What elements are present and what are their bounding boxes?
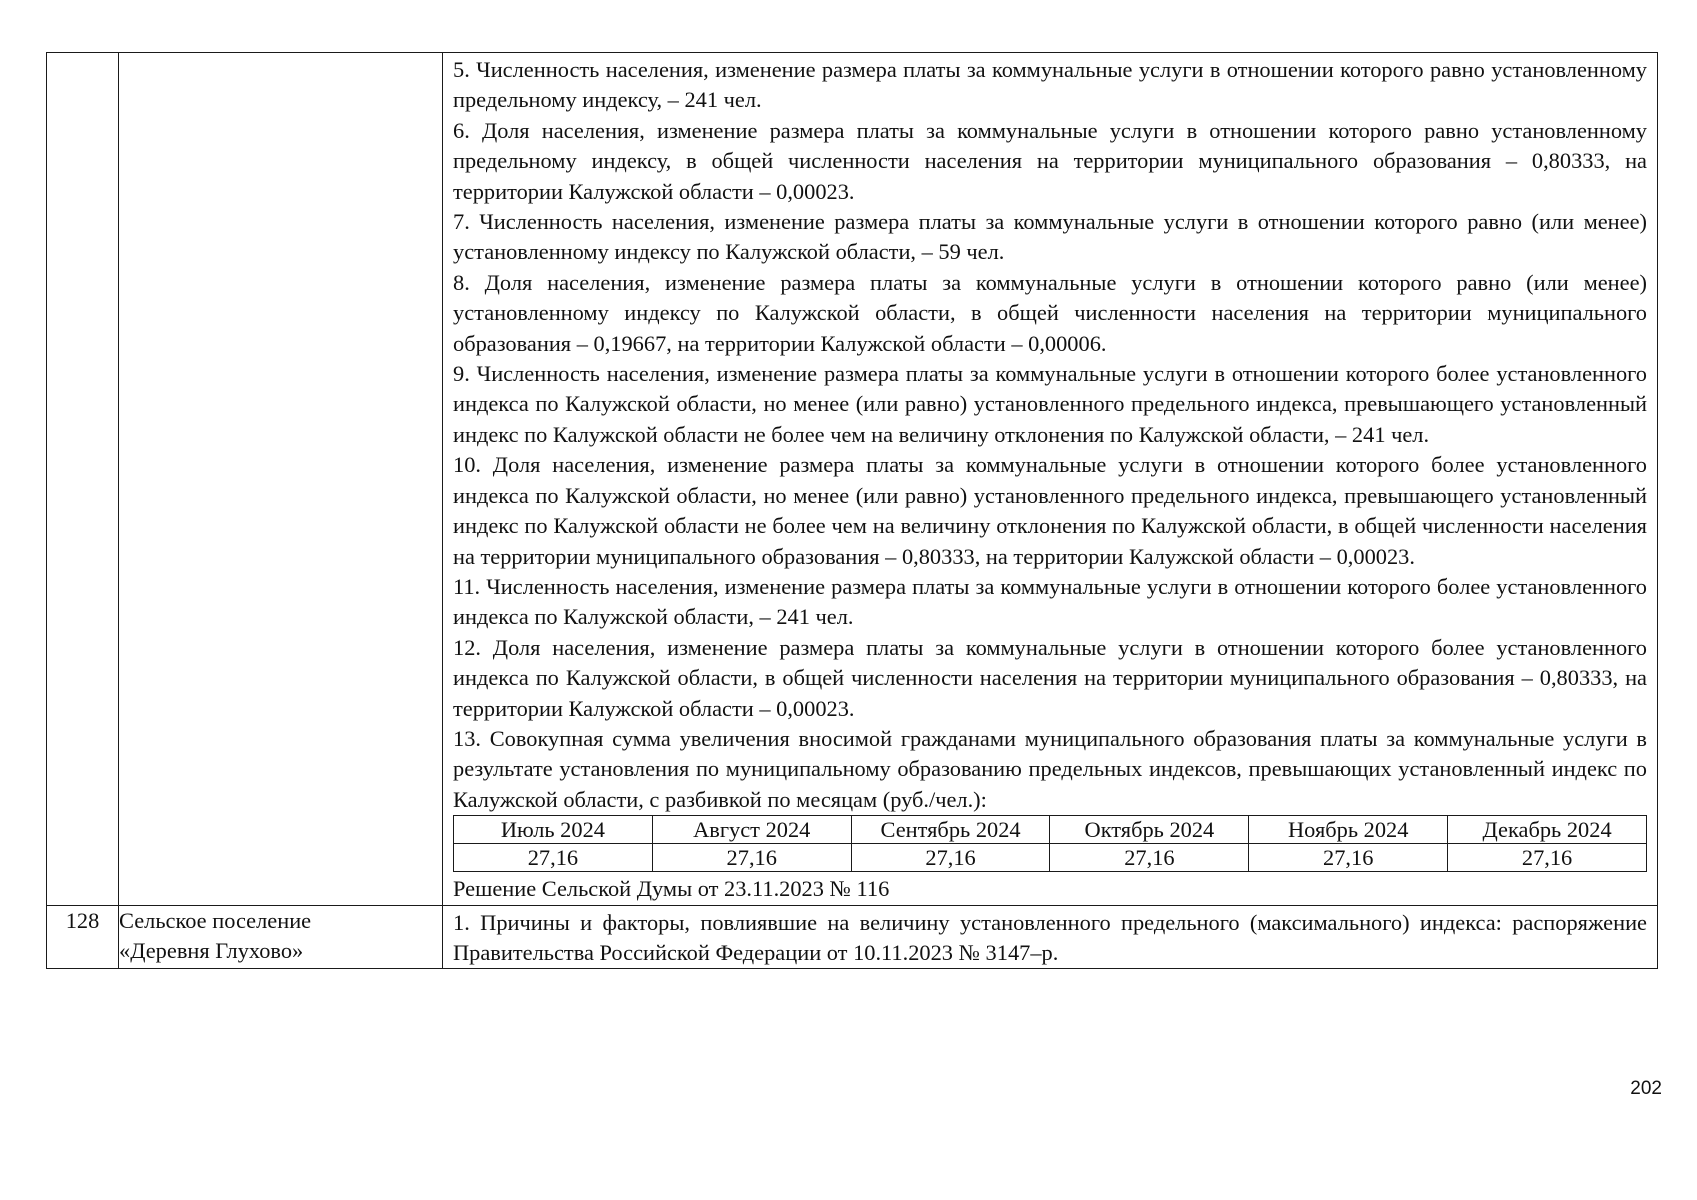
month-header: Декабрь 2024 bbox=[1448, 816, 1647, 844]
duma-decision: Решение Сельской Думы от 23.11.2023 № 116 bbox=[453, 876, 890, 902]
description-cell-128 bbox=[443, 905, 1658, 969]
item-7: 7. Численность населения, изменение размера платы за коммунальные услуги в отношении которого равно (или менее) установленному индексу по Калужской области, – 59 чел. bbox=[453, 209, 1647, 265]
item-8: 8. Доля населения, изменение размера платы за коммунальные услуги в отношении которого равно (или менее) установленному индексу по Калужской области, в общей численности населения на территории муниципального образования – 0,19667, на территории Калужской области – 0,00006. bbox=[453, 269, 1647, 356]
month-value: 27,16 bbox=[851, 844, 1050, 872]
description-cell bbox=[443, 53, 1658, 906]
months-header-row bbox=[454, 816, 1647, 844]
month-header: Сентябрь 2024 bbox=[851, 816, 1050, 844]
indices-table bbox=[46, 52, 1658, 969]
row-number: 128 bbox=[47, 905, 119, 969]
item-10: 10. Доля населения, изменение размера платы за коммунальные услуги в отношении которого более установленного индекса по Калужской области, но менее (или равно) установленного предельного индекса, превышающего установленный индекс по Калужской области не более чем на величину отклонения по Калужской области, в общей численности населения на территории муниципального образования – 0,80333, на территории Калужской области – 0,00023. bbox=[453, 452, 1647, 569]
item-1: 1. Причины и факторы, повлиявшие на величину установленного предельного (максимального) индекса: распоряжение Правительства Российской Федерации от 10.11.2023 № 3147–р. bbox=[453, 909, 1647, 965]
months-values-row bbox=[454, 844, 1647, 872]
item-9: 9. Численность населения, изменение размера платы за коммунальные услуги в отношении которого более установленного индекса по Калужской области, но менее (или равно) установленного предельного индекса, превышающего установленный индекс по Калужской области не более чем на величину отклонения по Калужской области, – 241 чел. bbox=[453, 361, 1647, 447]
month-value: 27,16 bbox=[1448, 844, 1647, 872]
page-number: 202 bbox=[1630, 1078, 1662, 1099]
month-value: 27,16 bbox=[1249, 844, 1448, 872]
table-row-128 bbox=[47, 905, 1658, 969]
table-row-continuation bbox=[47, 53, 1658, 906]
month-value: 27,16 bbox=[1050, 844, 1249, 872]
month-header: Июль 2024 bbox=[454, 816, 653, 844]
settlement-name-line-1: Сельское поселение bbox=[119, 907, 312, 933]
month-value: 27,16 bbox=[454, 844, 653, 872]
name-cell-empty bbox=[119, 53, 443, 906]
item-13: 13. Совокупная сумма увеличения вносимой гражданами муниципального образования платы за коммунальные услуги в результате установления по муниципальному образованию предельных индексов, превышающих установленный индекс по Калужской области, с разбивкой по месяцам (руб./чел.): bbox=[453, 725, 1647, 812]
month-header: Ноябрь 2024 bbox=[1249, 816, 1448, 844]
number-cell-empty bbox=[47, 53, 119, 906]
monthly-increase-table bbox=[453, 815, 1647, 872]
item-6: 6. Доля населения, изменение размера платы за коммунальные услуги в отношении которого равно установленному предельному индексу, в общей численности населения на территории муниципального образования – 0,80333, на территории Калужской области – 0,00023. bbox=[453, 117, 1647, 204]
item-5: 5. Численность населения, изменение размера платы за коммунальные услуги в отношении которого равно установленному предельному индексу, – 241 чел. bbox=[453, 57, 1647, 113]
month-header: Октябрь 2024 bbox=[1050, 816, 1249, 844]
item-11: 11. Численность населения, изменение размера платы за коммунальные услуги в отношении которого более установленного индекса по Калужской области, – 241 чел. bbox=[453, 573, 1647, 630]
settlement-name bbox=[119, 905, 443, 969]
item-12: 12. Доля населения, изменение размера платы за коммунальные услуги в отношении которого более установленного индекса по Калужской области, в общей численности населения на территории муниципального образования – 0,80333, на территории Калужской области – 0,00023. bbox=[453, 634, 1647, 721]
month-value: 27,16 bbox=[652, 844, 851, 872]
settlement-name-line-2: «Деревня Глухово» bbox=[119, 937, 304, 963]
month-header: Август 2024 bbox=[652, 816, 851, 844]
